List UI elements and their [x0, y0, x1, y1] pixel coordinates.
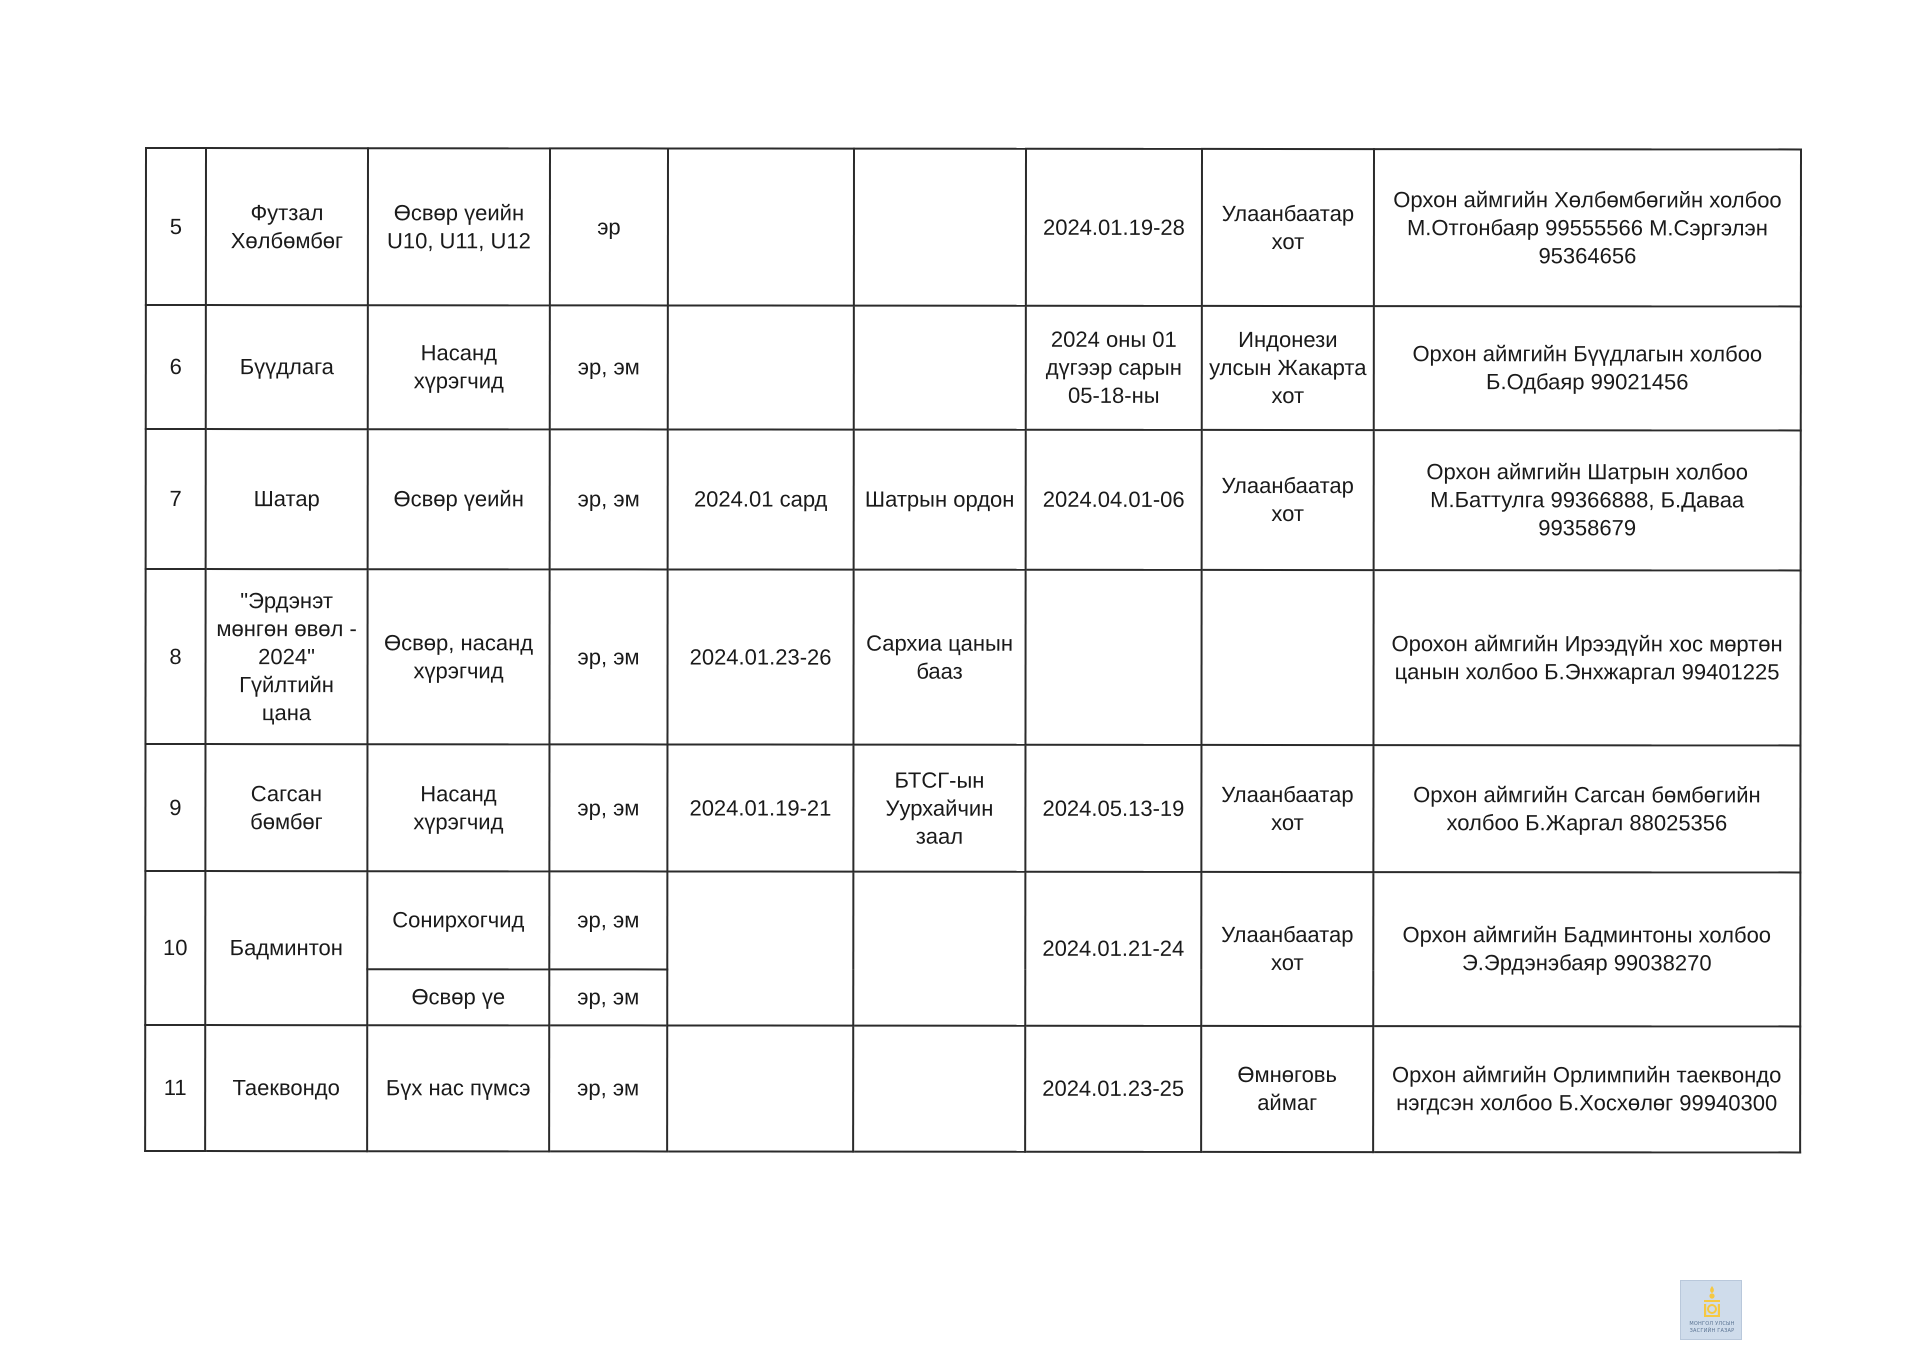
- contact-cell: Орхон аймгийн Сагсан бөмбөгийн холбоо Б.Жаргал 88025356: [1373, 745, 1800, 872]
- competition-venue-cell: Улаанбаатар хот: [1201, 872, 1373, 1026]
- qualifier-date-cell: [668, 305, 854, 429]
- competition-date-cell: 2024.04.01-06: [1026, 430, 1202, 570]
- government-logo: [1680, 1280, 1742, 1340]
- table-row: [146, 429, 1801, 570]
- sport-cell: Сагсан бөмбөг: [205, 744, 367, 871]
- sport-cell: Таеквондо: [205, 1025, 367, 1151]
- competition-venue-cell: Өмнөговь аймаг: [1201, 1026, 1373, 1152]
- soyombo-emblem-icon: [1700, 1285, 1724, 1319]
- qualifier-venue-cell: БТСГ-ын Уурхайчин заал: [853, 745, 1025, 872]
- age-group-cell: Насанд хүрэгчид: [367, 744, 549, 871]
- competition-venue-cell: Индонези улсын Жакарта хот: [1202, 306, 1374, 430]
- age-group-cell: Сонирхогчид: [367, 871, 549, 969]
- row-number: 9: [145, 744, 205, 871]
- competition-date-cell: 2024.01.19-28: [1026, 149, 1202, 306]
- competition-date-cell: 2024.05.13-19: [1025, 745, 1201, 872]
- competition-venue-cell: Улаанбаатар хот: [1201, 745, 1373, 872]
- age-group-cell: Бүх нас пүмсэ: [367, 1025, 549, 1151]
- competition-venue-cell: Улаанбаатар хот: [1202, 430, 1374, 570]
- qualifier-venue-cell: [854, 306, 1026, 430]
- age-group-cell: Өсвөр үе: [367, 969, 549, 1025]
- table-row: [145, 569, 1800, 745]
- contact-cell: Орхон аймгийн Хөлбөмбөгийн холбоо М.Отгонбаяр 99555566 М.Сэргэлэн 95364656: [1374, 149, 1801, 306]
- gender-cell: эр, эм: [549, 744, 667, 871]
- gender-cell: эр, эм: [549, 1025, 667, 1151]
- qualifier-venue-cell: Сархиа цанын бааз: [853, 570, 1025, 745]
- competition-date-cell: [1025, 570, 1201, 745]
- row-number: 7: [146, 429, 206, 569]
- sport-cell: Бадминтон: [205, 871, 367, 1025]
- row-number: 11: [145, 1025, 205, 1151]
- gender-cell: эр, эм: [549, 969, 667, 1025]
- table-row: [145, 1025, 1800, 1152]
- table-row: [145, 871, 1800, 970]
- contact-cell: Орхон аймгийн Шатрын холбоо М.Баттулга 99366888, Б.Даваа 99358679: [1374, 430, 1801, 570]
- sport-cell: Шатар: [206, 429, 368, 569]
- qualifier-date-cell: 2024.01 сард: [668, 429, 854, 569]
- competition-date-cell: 2024.01.23-25: [1025, 1026, 1201, 1152]
- row-number: 8: [145, 569, 205, 744]
- competition-date-cell: 2024.01.21-24: [1025, 872, 1201, 1026]
- gender-cell: эр, эм: [549, 569, 667, 744]
- gender-cell: эр, эм: [549, 871, 667, 969]
- table-row: [146, 305, 1801, 430]
- age-group-cell: Насанд хүрэгчид: [368, 305, 550, 429]
- table-row: [145, 744, 1800, 872]
- gender-cell: эр, эм: [550, 429, 668, 569]
- competition-venue-cell: [1201, 570, 1373, 745]
- events-table: [144, 147, 1802, 1153]
- age-group-cell: Өсвөр, насанд хүрэгчид: [367, 569, 549, 744]
- sport-cell: Футзал Хөлбөмбөг: [206, 148, 368, 305]
- row-number: 5: [146, 148, 206, 305]
- qualifier-venue-cell: [854, 149, 1026, 306]
- qualifier-venue-cell: Шатрын ордон: [854, 430, 1026, 570]
- qualifier-date-cell: [667, 871, 853, 1025]
- age-group-cell: Өсвөр үеийн U10, U11, U12: [368, 148, 550, 305]
- qualifier-venue-cell: [853, 872, 1025, 1026]
- row-number: 10: [145, 871, 205, 1025]
- row-number: 6: [146, 305, 206, 429]
- sport-cell: Бүүдлага: [206, 305, 368, 429]
- age-group-cell: Өсвөр үеийн: [368, 429, 550, 569]
- contact-cell: Орхон аймгийн Бадминтоны холбоо Э.Эрдэнэбаяр 99038270: [1373, 872, 1800, 1026]
- competition-venue-cell: Улаанбаатар хот: [1202, 149, 1374, 306]
- qualifier-date-cell: 2024.01.19-21: [667, 744, 853, 871]
- logo-caption-line-1: МОНГОЛ УЛСЫН: [1689, 1321, 1735, 1327]
- qualifier-venue-cell: [853, 1026, 1025, 1152]
- table-row: [146, 148, 1801, 306]
- qualifier-date-cell: [667, 1025, 853, 1151]
- contact-cell: Орохон аймгийн Ирээдүйн хос мөртөн цанын холбоо Б.Энхжаргал 99401225: [1373, 570, 1800, 745]
- sport-cell: "Эрдэнэт мөнгөн өвөл - 2024" Гүйлтийн цана: [205, 569, 367, 744]
- qualifier-date-cell: [668, 148, 854, 305]
- competition-date-cell: 2024 оны 01 дүгээр сарын 05-18-ны: [1026, 306, 1202, 430]
- qualifier-date-cell: 2024.01.23-26: [667, 569, 853, 744]
- gender-cell: эр: [550, 148, 668, 305]
- gender-cell: эр, эм: [550, 305, 668, 429]
- contact-cell: Орхон аймгийн Орлимпийн таеквондо нэгдсэн холбоо Б.Хосхөлөг 99940300: [1373, 1026, 1800, 1152]
- contact-cell: Орхон аймгийн Бүүдлагын холбоо Б.Одбаяр 99021456: [1374, 306, 1801, 430]
- logo-caption-line-2: ЗАСГИЙН ГАЗАР: [1689, 1328, 1735, 1334]
